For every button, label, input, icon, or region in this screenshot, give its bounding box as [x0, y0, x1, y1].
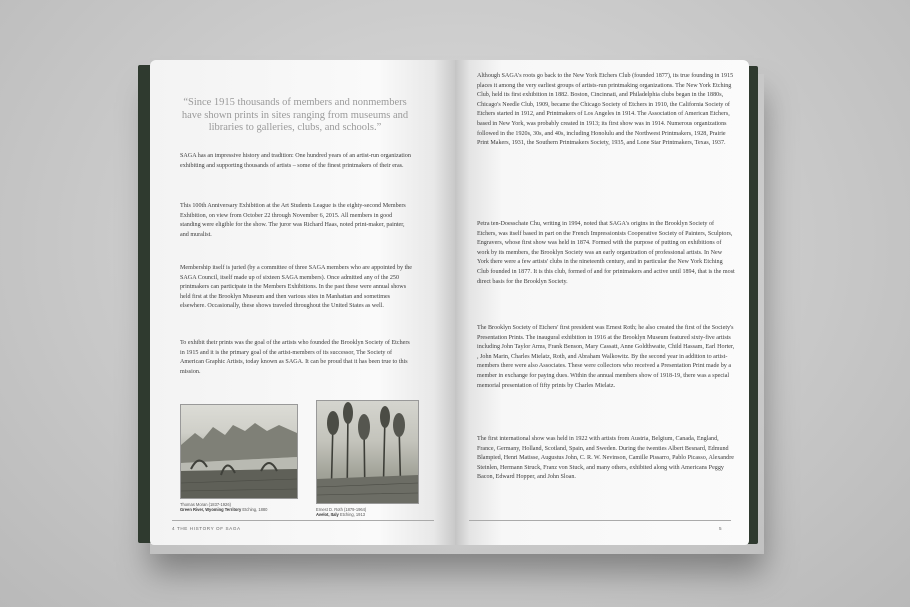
etching-green-river	[180, 404, 298, 499]
caption-green-river	[180, 502, 300, 512]
left-paragraph-2: This 100th Anniversary Exhibition at the Art Students League is the eighty-second Members Exhibition, on view from October 22 through November 6, 2015. All members in good standing were eligible for the show. The juror was Richard Haas, noted print-maker, painter, and muralist.	[180, 203, 406, 238]
caption-title: Avelot, Italy	[316, 512, 339, 518]
caption-avelot	[316, 507, 420, 517]
trees-etching-image	[317, 401, 418, 503]
left-paragraph-3: Membership itself is juried (by a committee of three SAGA members who are appointed by the SAGA Council, itself made up of sixteen SAGA members). Once admitted any of the 250 printmakers can participate in the Members Exhibitions. In the past these were annual shows held first at the Brooklyn Museum and then various sites in Manhattan and sometimes elsewhere. Occasionally, these shows traveled throughout the United States as well.	[180, 265, 413, 310]
caption-artist: Thomas Moran (1837-1926)	[180, 502, 231, 507]
caption-detail: Etching, 1913	[338, 512, 366, 518]
landscape-etching-image	[181, 405, 297, 498]
etching-avelot	[316, 400, 419, 504]
footer-rule	[172, 520, 434, 521]
left-paragraph-4: To exhibit their prints was the goal of the artists who founded the Brooklyn Society of Etchers in 1915 and it is the primary goal of the artist-members of its successor, The Society of American Graphic Artists, today known as SAGA. It can be proud that it has been true to this mission.	[180, 340, 410, 375]
left-paragraph-1: SAGA has an impressive history and tradition: One hundred years of an artist-run organization exhibiting and supporting thousands of artists – some of the finest printmakers of their eras.	[180, 153, 411, 169]
right-paragraph-3: The Brooklyn Society of Etchers' first president was Ernest Roth; he also created the first of the Society's Presentation Prints. The inaugural exhibition in 1916 at the Brooklyn Museum featured sixty-five artists including John Taylor Arms, Frank Benson, Mary Cassatt, Anne Goldthwaite, Child Hassam, Earl Horter, , John Marin, Charles Mielatz, Roth, and Abraham Walkowitz. By the second year in addition to artist-members there were also Associates. These were collectors who received a Presentation Print made by a member in exchange for paying dues. Within the annual members show of 1918-19, there was a special memorial presentation of fifty prints by Charles Mielatz.	[477, 325, 735, 389]
right-page-footer: 5	[719, 526, 723, 531]
right-page	[455, 60, 749, 545]
left-page	[150, 60, 455, 545]
right-paragraph-1: Although SAGA's roots go back to the New York Etchers Club (founded 1877), its true founding in 1915 places it among the very earliest groups of artists-run printmaking organizations. The New York Etching Club, held its first exhibition in 1882. Boston, Cincinnati, and Philadelphia clubs began in the 1880s, Chicago's Needle Club, 1909, became the Chicago Society of Etchers in 1910, the California Society of Etchers started in 1912, and Printmakers of Los Angeles in 1914. The Association of American Etchers, based in New York, was probably created in 1913; its first show was in 1914. Numerous organizations followed in the 1920s, 30s, and 40s, including Honolulu and the Northwest Printmakers, 1928, Prairie Print Makers, 1931, the Southern Printmakers Society, 1935, and Lone Star Printmakers, Texas, 1937.	[477, 73, 734, 147]
pull-quote: “Since 1915 thousands of members and nonmembers have shown prints in sites ranging from museums and libraries to galleries, clubs, and schools.”	[181, 97, 409, 133]
caption-detail: Etching, 1880	[241, 507, 268, 513]
right-paragraph-2: Petra ten-Doesschate Chu, writing in 1994, noted that SAGA's origins in the Brooklyn Society of Etchers, was itself based in part on the French Impressionists Cooperative Society of Painters, Sculptors, Engravers, whose first show was held in 1874. Formed with the purpose of putting on exhibitions of work by its members, the Brooklyn Society was an early organization of professional artists. In New York there were a few artists' clubs in the nineteenth century, and in particular the New York Etching Club founded in 1877. It is this club, formed of and for printmakers and active until 1894, that is the most direct basis for the Brooklyn Society.	[477, 221, 735, 285]
footer-rule	[469, 520, 731, 521]
left-page-footer: 4 THE HISTORY OF SAGA	[172, 526, 241, 531]
caption-artist: Ernest D. Roth (1879-1964)	[316, 507, 367, 512]
caption-title: Green River, Wyoming Territory	[180, 507, 242, 513]
right-paragraph-4: The first international show was held in 1922 with artists from Austria, Belgium, Canada, England, France, Germany, Holland, Scotland, Spain, and Sweden. During the twenties Albert Besnard, Edmund Blampied, Henri Matisse, Augustus John, C. R. W. Nevinson, Camille Pissarro, Pablo Picasso, Alexandre Steinlen, Hermann Struck, Franz von Stuck, and many others, exhibited along with Americans Peggy Bacon, Edward Hopper, and John Sloan.	[477, 436, 734, 481]
